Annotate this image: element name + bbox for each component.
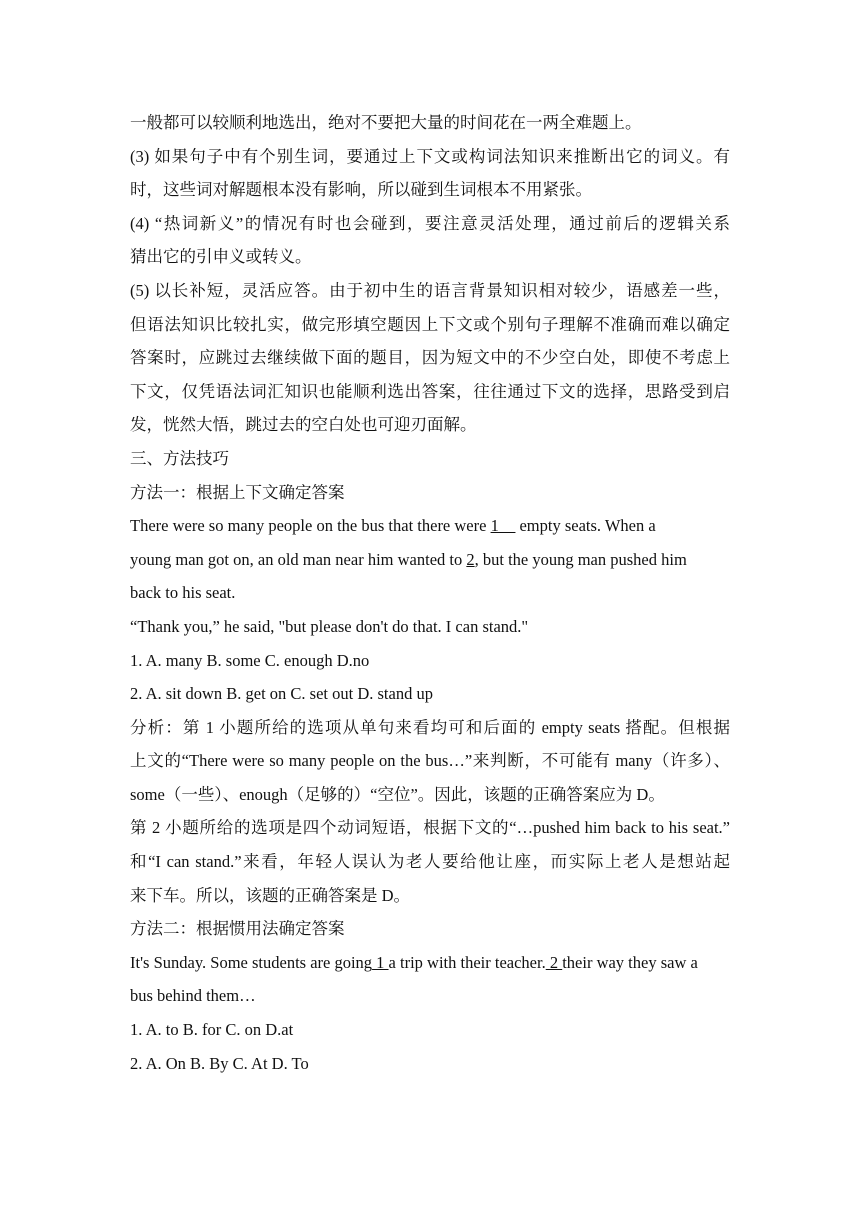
passage-line: bus behind them… — [130, 986, 256, 1006]
option-line: 2. A. On B. By C. At D. To — [130, 1053, 309, 1073]
option-line: 1. A. to B. for C. on D.at — [130, 1020, 294, 1040]
passage-line — [130, 946, 730, 980]
analysis-line: some（一些）、enough（足够的）“空位”。因此，该题的正确答案应为 D。 — [130, 784, 665, 804]
paragraph-line: 发，恍然大悟，跳过去的空白处也可迎刃面解。 — [130, 415, 477, 435]
section-heading: 三、方法技巧 — [130, 448, 229, 468]
blank-1: 1__ — [490, 516, 516, 536]
passage-text: young man got on, an old man near him wanted to — [130, 549, 467, 569]
method-heading: 方法二：根据惯用法确定答案 — [130, 919, 345, 939]
passage-text: a trip with their teacher. — [388, 952, 546, 972]
blank-1: 1 — [372, 952, 389, 972]
passage-text: There were so many people on the bus that there were — [130, 516, 491, 536]
paragraph-line: 下文，仅凭语法词汇知识也能顺利选出答案，往往通过下文的选择，思路受到启 — [130, 381, 730, 401]
method-heading: 方法一：根据上下文确定答案 — [130, 482, 345, 502]
paragraph-line: (5) 以长补短，灵活应答。由于初中生的语言背景知识相对较少，语感差一些， — [130, 280, 730, 300]
analysis-line: 和“I can stand.”来看，年轻人误认为老人要给他让座，而实际上老人是想站起 — [130, 852, 730, 872]
paragraph-line: (3) 如果句子中有个别生词，要通过上下文或构词法知识来推断出它的词义。有 — [130, 146, 730, 166]
passage-line: “Thank you,” he said, "but please don't do that. I can stand." — [130, 616, 529, 636]
passage-text: empty seats. When a — [515, 516, 656, 536]
passage-text: , but the young man pushed him — [474, 549, 687, 569]
analysis-line: 分析：第 1 小题所给的选项从单句来看均可和后面的 empty seats 搭配。但根据 — [130, 717, 730, 737]
paragraph-line: 猜出它的引申义或转义。 — [130, 247, 312, 267]
passage-text: It's Sunday. Some students are going — [130, 952, 373, 972]
passage-text: their way they saw a — [562, 952, 698, 972]
paragraph-line: (4) “热词新义”的情况有时也会碰到，要注意灵活处理，通过前后的逻辑关系 — [130, 213, 730, 233]
paragraph-line: 答案时，应跳过去继续做下面的题目，因为短文中的不少空白处，即使不考虑上 — [130, 348, 730, 368]
blank-2: 2 — [466, 549, 475, 569]
option-line: 1. A. many B. some C. enough D.no — [130, 650, 370, 670]
blank-2: 2 — [545, 952, 563, 972]
paragraph-line: 时，这些词对解题根本没有影响，所以碰到生词根本不用紧张。 — [130, 180, 592, 200]
paragraph-line: 一般都可以较顺利地选出，绝对不要把大量的时间花在一两全难题上。 — [130, 113, 642, 132]
passage-line: back to his seat. — [130, 583, 236, 603]
analysis-line: 第 2 小题所给的选项是四个动词短语，根据下文的“…pushed him back to his seat.” — [130, 818, 730, 838]
passage-line — [130, 509, 730, 543]
option-line: 2. A. sit down B. get on C. set out D. stand up — [130, 684, 433, 704]
passage-line — [130, 543, 730, 577]
document-body — [130, 106, 730, 1080]
analysis-line: 来下车。所以，该题的正确答案是 D。 — [130, 885, 411, 905]
paragraph-line: 但语法知识比较扎实，做完形填空题因上下文或个别句子理解不准确而难以确定 — [130, 314, 730, 334]
analysis-line: 上文的“There were so many people on the bus…”来判断，不可能有 many（许多）、 — [130, 751, 730, 771]
